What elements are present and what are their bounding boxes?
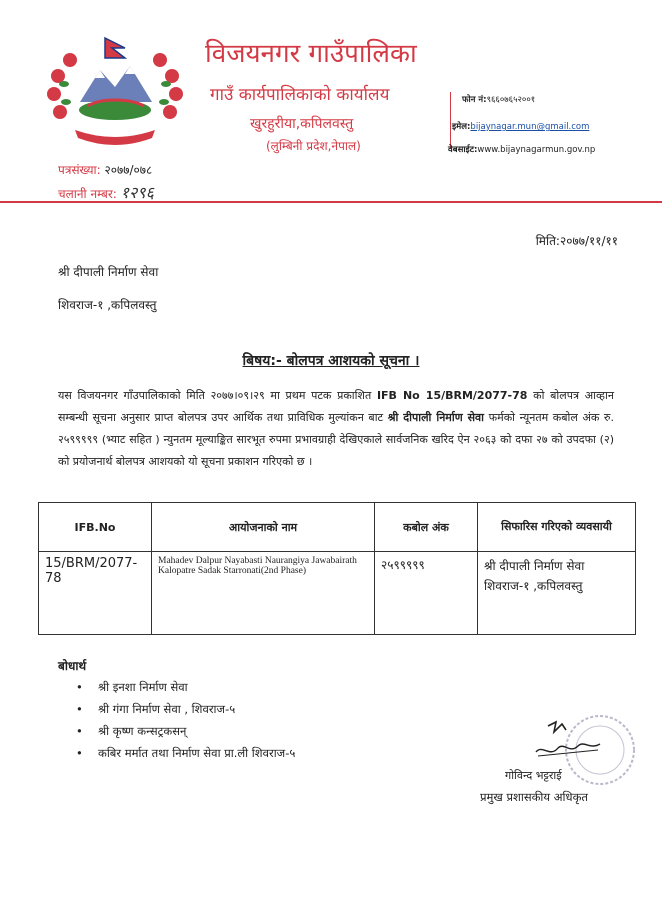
cc-item-text: श्री गंगा निर्माण सेवा , शिवराज-५ [98,702,236,716]
email-label: इमेल: [452,122,471,132]
cell-vendor [478,552,636,635]
list-item [58,702,295,724]
list-item [58,680,295,702]
table-header-row [39,503,636,552]
org-address: खुरहुरीया,कपिलवस्तु [250,116,354,132]
org-title: विजयनगर गाउँपालिका [205,39,417,69]
phone-value: ९६६०७६५२००१ [486,95,536,105]
bullet-icon: • [76,724,83,738]
letter-date: मिति:२०७७/११/११ [535,234,618,248]
body-part-2: को बोलपत्र आव्हान सम्बन्धी सूचना अनुसार प्राप्त बोलपत्र उपर आर्थिक तथा प्राविधिक मुल्यांकन बाट [58,389,614,424]
col-project-name: आयोजनाको नाम [152,503,375,552]
cc-heading: बोधार्थ [58,659,87,673]
email-link[interactable]: bijaynagar.mun@gmail.com [470,122,590,132]
vendor-address: शिवराज-१ ,कपिलवस्तु [484,579,583,593]
dispatch-number-value: १२९६ [120,183,154,202]
cell-bid-amount: २५९९९९९ [375,552,478,635]
bullet-icon: • [76,746,83,760]
org-subtitle: गाउँ कार्यपालिकाको कार्यालय [210,85,390,105]
phone-line [462,94,535,105]
org-region: (लुम्बिनी प्रदेश,नेपाल) [266,139,361,153]
cc-list [58,680,295,768]
subject-line: बिषय:- बोलपत्र आशयको सूचना । [242,353,420,369]
letter-number-value: २०७७/०७८ [104,163,153,177]
list-item [58,746,295,768]
cell-project-name: Mahadev Dalpur Nayabasti Naurangiya Jawabairath Kalopatre Sadak Starronati(2nd Phase) [152,552,375,635]
nepal-emblem-logo [40,32,190,152]
body-part-1: यस विजयनगर गाँउपालिकाको मिति २०७७।०९।२९ मा प्रथम पटक प्रकाशित [58,389,377,402]
contact-bracket [450,92,454,148]
recipient-address: शिवराज-१ ,कपिलवस्तु [58,298,157,312]
vendor-name: श्री दीपाली निर्माण सेवा [484,559,585,573]
firm-name: श्री दीपाली निर्माण सेवा [387,411,485,424]
table-row [39,552,636,635]
website-value: www.bijaynagarmun.gov.np [477,145,596,155]
body-part-3: फर्मको न्यूनतम कबोल अंक रु. २५९९९९९ (भ्याट सहित ) न्युनतम मूल्याङ्कित सारभूत रुपमा प्रभावग्राही देखिएकाले सार्वजनिक खरिद ऐन २०६३ को दफा २७ को उपदफा (२) को प्रयोजनार्थ बोलपत्र आशयको यो सूचना प्रकाशन गरिएको छ । [58,411,614,468]
website-line [448,144,595,155]
cell-ifb-no: 15/BRM/2077-78 [39,552,152,635]
dispatch-number [58,181,154,203]
bullet-icon: • [76,702,83,716]
ifb-reference: IFB No 15/BRM/2077-78 [376,389,528,402]
col-ifb-no: IFB.No [39,503,152,552]
cc-item-text: कबिर मर्मात तथा निर्माण सेवा प्रा.ली शिवराज-५ [98,746,296,760]
website-label: वेबसाईट: [448,145,478,155]
letter-number [58,161,152,178]
handwritten-signature [528,718,608,770]
header-divider [0,201,662,203]
notice-body [58,385,614,473]
cc-item-text: श्री इनशा निर्माण सेवा [98,680,188,694]
email-line [452,121,589,132]
bullet-icon: • [76,680,83,694]
col-bid-amount: कबोल अंक [375,503,478,552]
recipient-name: श्री दीपाली निर्माण सेवा [58,265,159,279]
cc-item-text: श्री कृष्ण कन्सट्रकसन् [98,724,187,738]
col-recommended-vendor: सिफारिस गरिएको व्यवसायी [478,503,636,552]
signatory-title: प्रमुख प्रशासकीय अधिकृत [480,790,588,804]
list-item [58,724,295,746]
bid-table [38,502,636,635]
phone-label: फोन नं: [462,95,487,105]
letter-number-label: पत्रसंख्या: [58,163,101,177]
signatory-name: गोविन्द भट्टराई [505,769,562,782]
dispatch-number-label: चलानी नम्बर: [58,187,117,201]
